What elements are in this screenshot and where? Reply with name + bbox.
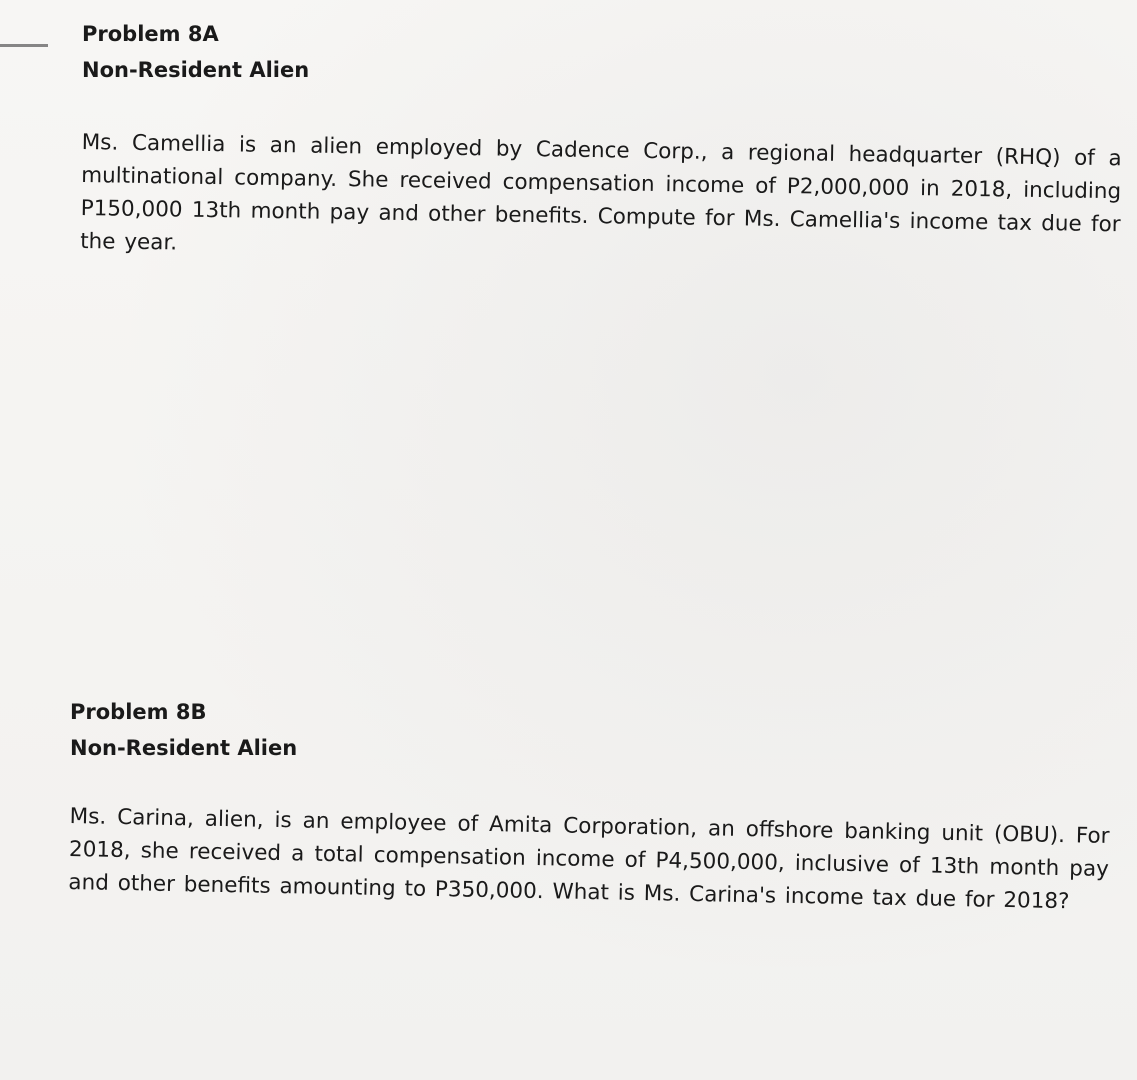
- problem-8a-title: Problem 8A: [82, 22, 219, 46]
- problem-8b-title: Problem 8B: [70, 700, 207, 724]
- problem-8a-subtitle: Non-Resident Alien: [82, 58, 310, 82]
- margin-mark: [0, 44, 48, 47]
- problem-8a-body: Ms. Camellia is an alien employed by Cadence Corp., a regional headquarter (RHQ) of a multinational company. She received compensation income of P2,000,000 in 2018, including P150,000 13th month pay and other benefits. Compute for Ms. Camellia's income tax due for the year.: [79, 129, 1122, 256]
- problem-8a: [79, 20, 1122, 258]
- problem-8b-subtitle: Non-Resident Alien: [70, 736, 298, 760]
- problem-8b-body: Ms. Carina, alien, is an employee of Amita Corporation, an offshore banking unit (OBU). For 2018, she received a total compensation income of P4,500,000, inclusive of 13th month pay and other benefits amounting to P350,000. What is Ms. Carina's income tax due for 2018?: [68, 803, 1110, 915]
- problem-8b: [68, 698, 1110, 915]
